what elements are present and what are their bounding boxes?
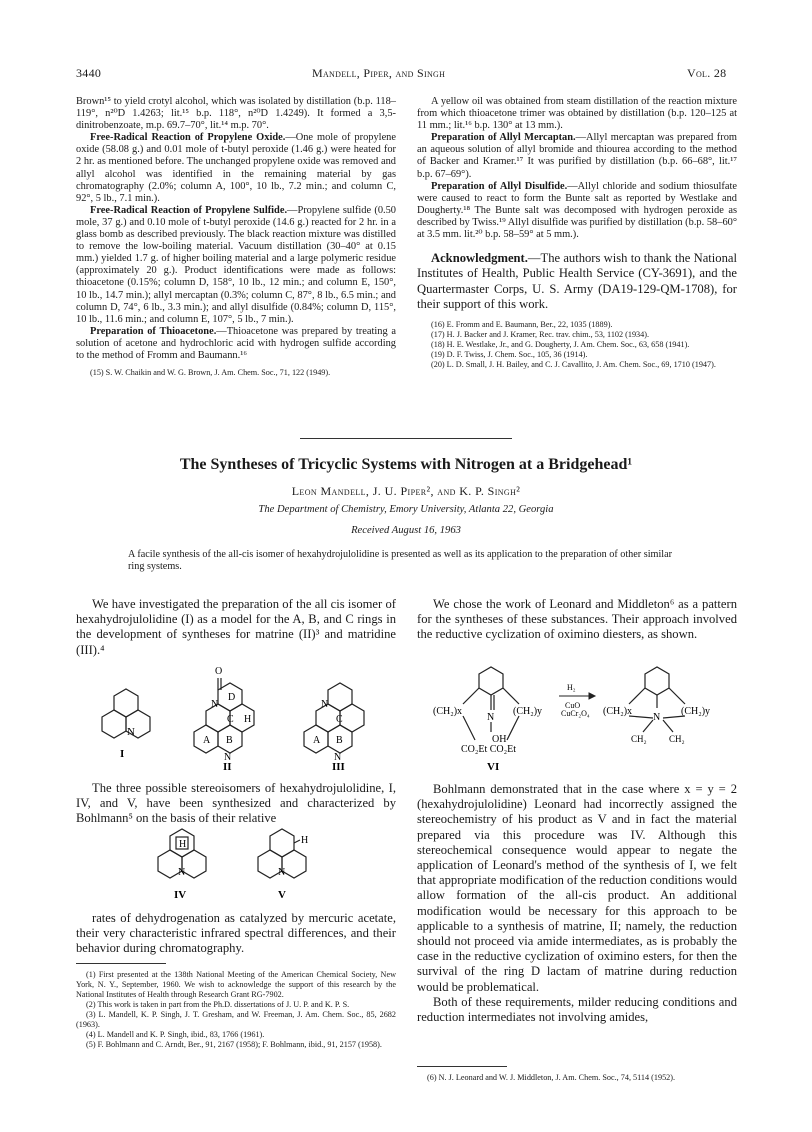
ring-b-label: B bbox=[336, 735, 343, 746]
footnote: (1) First presented at the 138th National Meeting of the American Chemical Society, New York, N. Y., September, 1960. We wish to acknowledge the support of this research by the National Institutes of Health through Research Grant RG-7902. bbox=[76, 970, 396, 999]
hydrogen-label: H bbox=[301, 835, 309, 846]
footnote: (3) L. Mandell, K. P. Singh, J. T. Gresham, and W. Freeman, J. Am. Chem. Soc., 85, 2682 (1963). bbox=[76, 1010, 396, 1029]
footnote-rule bbox=[76, 963, 166, 964]
reagent-cuo: CuO bbox=[565, 701, 581, 710]
footnote: (19) D. F. Twiss, J. Chem. Soc., 105, 36 (1914). bbox=[431, 349, 588, 359]
ring-a-label: A bbox=[203, 735, 211, 746]
ester-label: CO₂Et CO₂Et bbox=[461, 744, 517, 755]
paragraph bbox=[76, 132, 396, 205]
footnote-block bbox=[76, 970, 396, 1050]
label-ii: II bbox=[223, 761, 232, 770]
ch2x-label: (CH₂)x bbox=[433, 706, 463, 717]
footnote: (16) E. Fromm and E. Baumann, Ber., 22, 1035 (1889). bbox=[431, 319, 613, 329]
footnote-block bbox=[417, 320, 737, 370]
label-i: I bbox=[120, 748, 125, 760]
label-vi: VI bbox=[487, 761, 500, 773]
structures-i-ii-iii bbox=[80, 660, 400, 770]
footnote-block bbox=[417, 1073, 737, 1083]
nitrogen-label: N bbox=[278, 867, 286, 878]
footnote: (4) L. Mandell and K. P. Singh, ibid., 83, 1766 (1961). bbox=[86, 1030, 265, 1039]
paragraph-text: —Allyl mercaptan was prepared from an aqueous solution of allyl bromide and thiourea according to the method of Backer and Kramer.¹⁷ It was purified by distillation (b.p. 66–68°, lit.¹⁷ b.p. 67–69°). bbox=[417, 132, 737, 180]
affiliation: The Department of Chemistry, Emory University, Atlanta 22, Georgia bbox=[258, 504, 554, 515]
section-heading: Free-Radical Reaction of Propylene Sulfide. bbox=[90, 204, 288, 216]
paragraph-text: —Thioacetone was prepared by treating a solution of acetone and hydrochloric acid with hydrogen sulfide according to the method of Fromm and Baumann.¹⁶ bbox=[76, 325, 396, 361]
hydrogen-label: H bbox=[244, 714, 252, 725]
paragraph: rates of dehydrogenation as catalyzed by mercuric acetate, their very characteristic infrared spectral differences, and their behavior during chromatography. bbox=[76, 911, 396, 956]
body-right-top bbox=[417, 597, 737, 643]
paragraph: Both of these requirements, milder reducing conditions and reduction intermediates not involving amides, bbox=[417, 994, 737, 1025]
ring-c-label: C bbox=[227, 714, 234, 725]
body-left-bottom bbox=[76, 911, 396, 957]
ring-b-label: B bbox=[226, 735, 233, 746]
methylene-label: CH₂ bbox=[631, 734, 647, 744]
footnote: (6) N. J. Leonard and W. J. Middleton, J. Am. Chem. Soc., 74, 5114 (1952). bbox=[427, 1073, 676, 1082]
structure-i-drawing bbox=[102, 689, 150, 738]
paragraph bbox=[417, 181, 737, 241]
oximino-diester-drawing bbox=[463, 667, 519, 740]
section-divider bbox=[300, 438, 512, 439]
top-left-column bbox=[76, 96, 396, 378]
ch2x-label: (CH₂)x bbox=[603, 706, 633, 717]
volume-label: Vol. 28 bbox=[687, 66, 727, 80]
paragraph: Bohlmann demonstrated that in the case where x = y = 2 (hexahydrojulolidine) Leonard had incorrectly assigned the stereochemistry of his product as V and in fact the material prepared via this procedure was IV. Although this stereochemical consequence would appear to negate the application of Leonard's method of the synthesis of I, we felt that appropriate modification of the reduction conditions would allow formation of the all-cis product. An additional modification would be necessary for this approach to be applicable to a synthesis of matrine, II; namely, the reduction should not proceed via amide intermediates, as is probably the case in the reductive cyclization of oximino esters, for then the survival of the ring D lactam of matrine during reduction would be problematical. bbox=[417, 782, 738, 994]
footnote: (20) L. D. Small, J. H. Bailey, and C. J. Cavallito, J. Am. Chem. Soc., 69, 1710 (1947). bbox=[431, 359, 716, 369]
reaction-arrow bbox=[559, 693, 595, 699]
footnote: (5) F. Bohlmann and C. Arndt, Ber., 91, 2167 (1958); F. Bohlmann, ibid., 91, 2157 (1958). bbox=[86, 1040, 382, 1049]
paragraph bbox=[417, 132, 737, 180]
nitrogen-label: N bbox=[224, 752, 232, 763]
reagent-copper-chromite: CuCr₂O₄ bbox=[561, 709, 590, 718]
paragraph-text: —The authors wish to thank the National Institutes of Health, Public Health Service (CY-3691), and the Quartermaster Corps, U. S. Army (DA19-129-QM-1708), for their support of this work. bbox=[417, 251, 737, 311]
label-iv: IV bbox=[174, 889, 187, 901]
nitrogen-label: N bbox=[178, 867, 186, 878]
hydrogen-label: H bbox=[179, 839, 187, 850]
structures-iv-v bbox=[130, 826, 330, 906]
ch2y-label: (CH₂)y bbox=[513, 706, 543, 717]
footnote: (18) H. E. Westlake, Jr., and G. Dougherty, J. Am. Chem. Soc., 63, 658 (1941). bbox=[431, 339, 690, 349]
ring-a-label: A bbox=[313, 735, 321, 746]
body-left-middle bbox=[76, 781, 396, 827]
ring-c-label: C bbox=[336, 714, 343, 725]
footnote-rule bbox=[417, 1066, 507, 1067]
ring-d-label: D bbox=[228, 692, 236, 703]
paragraph-text: —Allyl chloride and sodium thiosulfate were caused to react to form the Bunte salt as reported by Westlake and Dougherty.¹⁸ The Bunte salt was decomposed with hydrogen peroxide as described by Twiss.¹⁹ Allyl disulfide was purified by distillation (b.p. 58–60° at 3.5 mm. lit.²⁰ b.p. 58–59° at 5 mm.). bbox=[417, 180, 738, 241]
nitrogen-label: N bbox=[653, 712, 661, 723]
nitrogen-label: N bbox=[321, 699, 329, 710]
footnote: (17) H. J. Backer and J. Kramer, Rec. trav. chim., 53, 1102 (1934). bbox=[431, 329, 650, 339]
ch2y-label: (CH₂)y bbox=[681, 706, 711, 717]
paragraph-text: —One mole of propylene oxide (58.08 g.) and 0.01 mole of t-butyl peroxide (1.46 g.) were heated for 2 hr. as mentioned before. The unchanged propylene oxide was removed and allyl alcohol was identified in the remaining material by gas chromatography (2.0%; column A, 100°, 10 lb., 7.2 min.; and column C, 92°, 5 lb., 7.1 min.). bbox=[76, 132, 396, 204]
footnote: (15) S. W. Chaikin and W. G. Brown, J. Am. Chem. Soc., 71, 122 (1949). bbox=[90, 368, 331, 378]
paragraph: Brown¹⁵ to yield crotyl alcohol, which was isolated by distillation (b.p. 118–119°, n²⁰D 1.4263; lit.¹⁵ b.p. 118°, n²⁰D 1.4249). It formed a 3,5-dinitrobenzoate, m.p. 69.7–70°, lit.¹⁴ m.p. 70°. bbox=[76, 96, 396, 132]
nitrogen-label: N bbox=[211, 699, 219, 710]
acknowledgment bbox=[417, 251, 737, 312]
section-heading: Preparation of Allyl Mercaptan. bbox=[431, 132, 576, 144]
section-heading: Acknowledgment. bbox=[431, 251, 528, 266]
paragraph bbox=[76, 205, 396, 326]
section-heading: Free-Radical Reaction of Propylene Oxide. bbox=[90, 132, 286, 144]
hydroxyl-label: OH bbox=[492, 734, 507, 745]
paragraph: A yellow oil was obtained from steam distillation of the reaction mixture from which thioacetone trimer was obtained by distillation (b.p. 120–125 at 11 mm.; lit.¹⁶ b.p. 130° at 13 mm.). bbox=[417, 96, 737, 132]
article-title: The Syntheses of Tricyclic Systems with Nitrogen at a Bridgehead¹ bbox=[179, 456, 633, 473]
abstract: A facile synthesis of the all-cis isomer of hexahydrojulolidine is presented as well as its application to the preparation of other similar ring systems. bbox=[128, 549, 673, 572]
paragraph-text: —Propylene sulfide (0.50 mole, 37 g.) and 0.10 mole of t-butyl peroxide (14.6 g.) reacted for 2 hr. in a glass bomb as described previously. The black reaction mixture was distilled to remove the low-boiling material. Vacuum distillation (30–40° at 0.15 mm.) yielded 1.7 g. of higher boiling material and a large polymeric residue (approximately 20 g.). Product identifications were made as follows: thioacetone (0.15%; column D, 158°, 10 lb., 12 min.; and column E, 150°, 10 lb., 14.7 min.); allyl mercaptan (0.3%; column C, 87°, 8 lb., 6.5 min.; and column D, 74°, 6 lb., 3.3 min.); and allyl disulfide (0.84%; column D, 115°, 10 lb., 11.6 min.; and column E, 107°, 5 lb., 7 min.). bbox=[76, 204, 396, 325]
paragraph: The three possible stereoisomers of hexahydrojulolidine, I, IV, and V, have been synthesized and characterized by Bohlmann⁵ on the basis of their relative bbox=[76, 781, 396, 826]
body-left-top bbox=[76, 597, 396, 658]
reagent-h2: H₂ bbox=[567, 683, 576, 692]
section-heading: Preparation of Allyl Disulfide. bbox=[431, 180, 568, 192]
footnote: (2) This work is taken in part from the Ph.D. dissertations of J. U. P. and K. P. S. bbox=[86, 1000, 350, 1009]
article-authors: Leon Mandell, J. U. Piper², and K. P. Singh² bbox=[291, 484, 521, 498]
paragraph: We have investigated the preparation of the all cis isomer of hexahydrojulolidine (I) as a model for the A, B, and C rings in the development of syntheses for matrine (II)³ and matridine (III).⁴ bbox=[76, 597, 396, 657]
nitrogen-label: N bbox=[487, 712, 495, 723]
running-authors: Mandell, Piper, and Singh bbox=[312, 66, 446, 80]
label-v: V bbox=[278, 889, 286, 901]
body-right-bottom bbox=[417, 782, 737, 1025]
oxygen-label: O bbox=[215, 666, 223, 677]
nitrogen-label: N bbox=[127, 726, 135, 738]
footnote-block bbox=[76, 368, 396, 378]
paragraph bbox=[76, 326, 396, 362]
section-heading: Preparation of Thioacetone. bbox=[90, 325, 217, 337]
label-iii: III bbox=[332, 761, 345, 770]
received-date: Received August 16, 1963 bbox=[351, 525, 461, 536]
methylene-label: CH₂ bbox=[669, 734, 685, 744]
nitrogen-label: N bbox=[334, 752, 342, 763]
paragraph: We chose the work of Leonard and Middleton⁶ as a pattern for the syntheses of these substances. Their approach involved the reductive cyclization of oximino diesters, as shown. bbox=[417, 597, 737, 642]
page-number: 3440 bbox=[76, 66, 102, 80]
top-right-column bbox=[417, 96, 737, 370]
reaction-scheme-vi bbox=[417, 652, 747, 777]
